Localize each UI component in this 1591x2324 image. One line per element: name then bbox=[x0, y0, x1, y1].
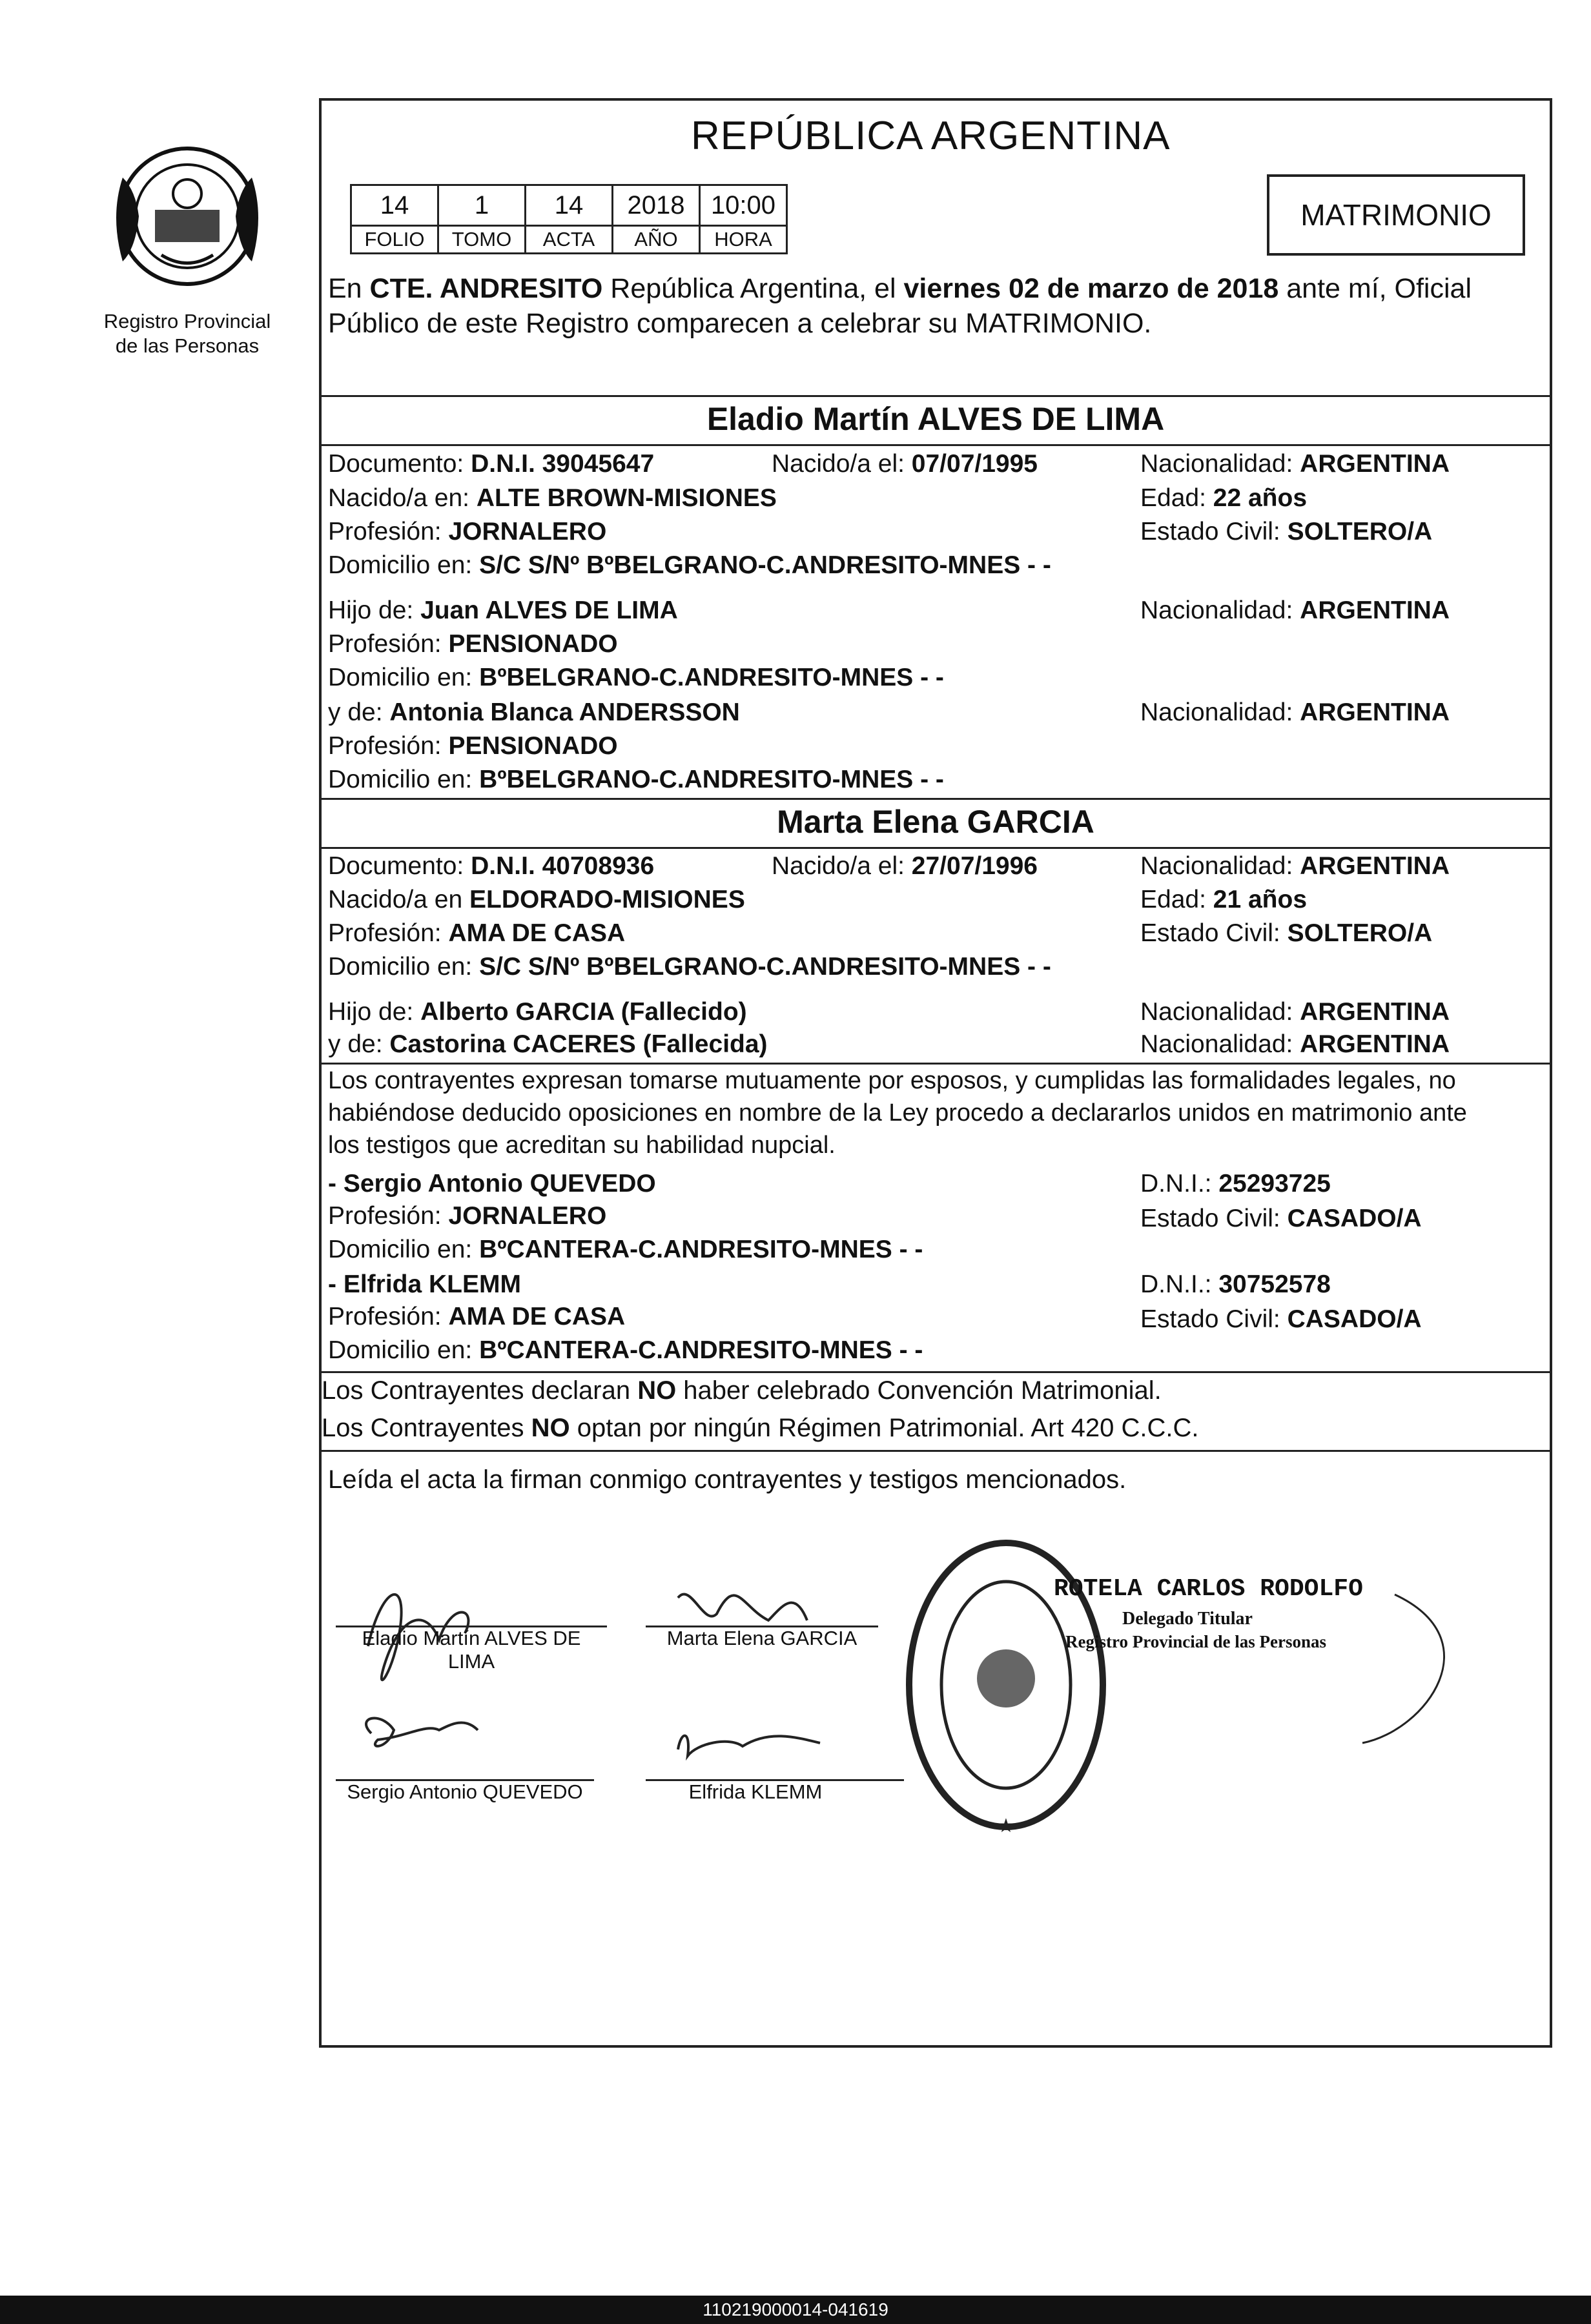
value: ARGENTINA bbox=[1300, 998, 1450, 1026]
value: 27/07/1996 bbox=[911, 852, 1038, 880]
label: Domicilio en: bbox=[328, 1336, 480, 1364]
acta-value: 14 bbox=[526, 185, 613, 226]
tomo-value: 1 bbox=[438, 185, 526, 226]
value: S/C S/Nº BºBELGRANO-C.ANDRESITO-MNES - - bbox=[479, 953, 1051, 981]
logo-caption-1: Registro Provincial bbox=[103, 310, 271, 332]
text: optan por ningún Régimen Patrimonial. Art 420 C.C.C. bbox=[570, 1414, 1199, 1442]
value: BºCANTERA-C.ANDRESITO-MNES - - bbox=[479, 1236, 923, 1263]
value: D.N.I. 39045647 bbox=[471, 450, 655, 478]
label: Estado Civil: bbox=[1140, 919, 1288, 947]
value: - Elfrida KLEMM bbox=[328, 1270, 521, 1298]
value: Antonia Blanca ANDERSSON bbox=[389, 698, 740, 726]
witness-2-address bbox=[328, 1335, 923, 1366]
value: 30752578 bbox=[1218, 1270, 1331, 1298]
divider bbox=[319, 847, 1552, 849]
groom-mother-address bbox=[328, 764, 944, 795]
closing-text: Leída el acta la firman conmigo contrayentes y testigos mencionados. bbox=[328, 1465, 1127, 1494]
witness-1-address bbox=[328, 1234, 923, 1265]
value: BºCANTERA-C.ANDRESITO-MNES - - bbox=[479, 1336, 923, 1364]
text: haber celebrado Convención Matrimonial. bbox=[676, 1376, 1162, 1405]
bride-mother bbox=[328, 1029, 768, 1060]
label: Documento: bbox=[328, 852, 471, 880]
groom-mother bbox=[328, 697, 740, 728]
groom-mother-nationality bbox=[1140, 697, 1450, 728]
groom-nationality bbox=[1140, 449, 1450, 480]
value: SOLTERO/A bbox=[1287, 919, 1433, 947]
label: Nacido/a en: bbox=[328, 484, 477, 512]
value: 21 años bbox=[1213, 886, 1308, 913]
witness-2-name bbox=[328, 1269, 521, 1300]
value: ARGENTINA bbox=[1300, 450, 1450, 478]
divider bbox=[319, 798, 1552, 800]
witness-2-dni bbox=[1140, 1269, 1331, 1300]
label: Documento: bbox=[328, 450, 471, 478]
bride-nationality bbox=[1140, 851, 1450, 882]
bride-address bbox=[328, 952, 1051, 983]
value: 07/07/1995 bbox=[911, 450, 1038, 478]
coat-of-arms-icon bbox=[103, 132, 271, 300]
bride-civil-status bbox=[1140, 918, 1432, 949]
value: 25293725 bbox=[1218, 1170, 1331, 1198]
signature-witness-2: Elfrida KLEMM bbox=[688, 1780, 823, 1803]
label: D.N.I.: bbox=[1140, 1170, 1219, 1198]
registry-table bbox=[350, 184, 788, 254]
value: BºBELGRANO-C.ANDRESITO-MNES - - bbox=[479, 766, 944, 793]
bride-born-date bbox=[772, 851, 1038, 882]
label: Nacionalidad: bbox=[1140, 1030, 1300, 1058]
bride-age bbox=[1140, 884, 1307, 915]
groom-civil-status bbox=[1140, 516, 1432, 547]
value: ELDORADO-MISIONES bbox=[469, 886, 745, 913]
acta-label: ACTA bbox=[526, 226, 613, 254]
label: Profesión: bbox=[328, 1303, 449, 1330]
label: Edad: bbox=[1140, 484, 1213, 512]
bride-father-nationality bbox=[1140, 997, 1450, 1028]
witness-1-profession bbox=[328, 1201, 606, 1232]
groom-profession bbox=[328, 516, 606, 547]
label: Nacido/a el: bbox=[772, 852, 912, 880]
label: Nacionalidad: bbox=[1140, 596, 1300, 624]
value: Juan ALVES DE LIMA bbox=[420, 596, 678, 624]
label: Profesión: bbox=[328, 518, 449, 545]
groom-name: Eladio Martín ALVES DE LIMA bbox=[706, 401, 1165, 437]
intro-text: En bbox=[328, 273, 370, 304]
convention-line-2 bbox=[322, 1412, 1199, 1443]
bride-document bbox=[328, 851, 654, 882]
groom-father bbox=[328, 595, 678, 626]
officer-title: Delegado Titular bbox=[1122, 1609, 1253, 1629]
doc-type-box bbox=[1267, 174, 1525, 256]
folio-label: FOLIO bbox=[351, 226, 438, 254]
text: Los Contrayentes declaran bbox=[322, 1376, 638, 1405]
page-title: REPÚBLICA ARGENTINA bbox=[691, 114, 1171, 158]
label: Profesión: bbox=[328, 1202, 449, 1230]
groom-birthplace bbox=[328, 483, 777, 514]
witness-2-civil-status bbox=[1140, 1304, 1422, 1335]
label: Estado Civil: bbox=[1140, 1305, 1288, 1333]
value: CASADO/A bbox=[1287, 1205, 1422, 1232]
label: Nacido/a el: bbox=[772, 450, 912, 478]
declaration-line-1: Los contrayentes expresan tomarse mutuamente por esposos, y cumplidas las formalidades legales, no bbox=[328, 1067, 1456, 1094]
label: Estado Civil: bbox=[1140, 518, 1288, 545]
value: Castorina CACERES (Fallecida) bbox=[389, 1030, 768, 1058]
divider bbox=[319, 395, 1552, 397]
witness-1-dni bbox=[1140, 1168, 1331, 1199]
value: AMA DE CASA bbox=[448, 1303, 626, 1330]
declaration-line-3: los testigos que acreditan su habilidad nupcial. bbox=[328, 1132, 836, 1159]
convention-line-1 bbox=[322, 1375, 1162, 1406]
groom-document bbox=[328, 449, 654, 480]
intro-text: República Argentina, el bbox=[602, 273, 904, 304]
groom-born-date bbox=[772, 449, 1038, 480]
signature-groom-line-2: LIMA bbox=[447, 1650, 495, 1673]
value: - Sergio Antonio QUEVEDO bbox=[328, 1170, 656, 1198]
witness-2-profession bbox=[328, 1301, 625, 1332]
value: ARGENTINA bbox=[1300, 852, 1450, 880]
logo-caption-2: de las Personas bbox=[115, 334, 260, 357]
value: 22 años bbox=[1213, 484, 1308, 512]
divider bbox=[319, 444, 1552, 446]
value: PENSIONADO bbox=[448, 630, 618, 658]
signature-groom-line-1: Eladio Martín ALVES DE bbox=[362, 1627, 581, 1649]
intro-line-2: Público de este Registro comparecen a celebrar su MATRIMONIO. bbox=[328, 308, 1152, 339]
witness-1-civil-status bbox=[1140, 1203, 1422, 1234]
label: Estado Civil: bbox=[1140, 1205, 1288, 1232]
value: D.N.I. 40708936 bbox=[471, 852, 655, 880]
bride-mother-nationality bbox=[1140, 1029, 1450, 1060]
divider bbox=[319, 1450, 1552, 1452]
label: Hijo de: bbox=[328, 596, 421, 624]
value: BºBELGRANO-C.ANDRESITO-MNES - - bbox=[479, 664, 944, 691]
value: SOLTERO/A bbox=[1287, 518, 1433, 545]
svg-text:★: ★ bbox=[997, 1815, 1015, 1837]
label: Edad: bbox=[1140, 886, 1213, 913]
value: ALTE BROWN-MISIONES bbox=[476, 484, 777, 512]
value: AMA DE CASA bbox=[448, 919, 626, 947]
signature-witness-1: Sergio Antonio QUEVEDO bbox=[347, 1780, 583, 1803]
label: Profesión: bbox=[328, 919, 449, 947]
value: ARGENTINA bbox=[1300, 698, 1450, 726]
value: Alberto GARCIA (Fallecido) bbox=[420, 998, 747, 1026]
label: y de: bbox=[328, 698, 390, 726]
value: JORNALERO bbox=[448, 1202, 607, 1230]
label: Domicilio en: bbox=[328, 551, 480, 579]
anio-value: 2018 bbox=[613, 185, 700, 226]
emphasis: NO bbox=[637, 1376, 677, 1405]
value: ARGENTINA bbox=[1300, 596, 1450, 624]
officer-office: Registro Provincial de las Personas bbox=[1065, 1632, 1326, 1651]
anio-label: AÑO bbox=[613, 226, 700, 254]
label: Domicilio en: bbox=[328, 664, 480, 691]
groom-age bbox=[1140, 483, 1307, 514]
label: Profesión: bbox=[328, 732, 449, 760]
signature-bride: Marta Elena GARCIA bbox=[666, 1627, 857, 1649]
declaration-line-2: habiéndose deducido oposiciones en nombre de la Ley procedo a declararlos unidos en matrimonio ante bbox=[328, 1099, 1467, 1126]
label: Domicilio en: bbox=[328, 953, 480, 981]
label: Profesión: bbox=[328, 630, 449, 658]
label: Domicilio en: bbox=[328, 1236, 480, 1263]
groom-address bbox=[328, 550, 1051, 581]
tomo-label: TOMO bbox=[438, 226, 526, 254]
groom-father-nationality bbox=[1140, 595, 1450, 626]
label: y de: bbox=[328, 1030, 390, 1058]
intro-line-1 bbox=[328, 271, 1472, 306]
text: Los Contrayentes bbox=[322, 1414, 531, 1442]
intro-text: ante mí, Oficial bbox=[1278, 273, 1472, 304]
hora-value: 10:00 bbox=[700, 185, 787, 226]
bride-name: Marta Elena GARCIA bbox=[777, 804, 1094, 840]
value: S/C S/Nº BºBELGRANO-C.ANDRESITO-MNES - - bbox=[479, 551, 1051, 579]
value: PENSIONADO bbox=[448, 732, 618, 760]
label: Nacionalidad: bbox=[1140, 998, 1300, 1026]
intro-place: CTE. ANDRESITO bbox=[369, 273, 603, 304]
label: Nacido/a en bbox=[328, 886, 469, 913]
document-code: 110219000014-041619 bbox=[0, 2296, 1591, 2324]
bride-birthplace bbox=[328, 884, 745, 915]
label: D.N.I.: bbox=[1140, 1270, 1219, 1298]
label: Nacionalidad: bbox=[1140, 852, 1300, 880]
value: ARGENTINA bbox=[1300, 1030, 1450, 1058]
doc-type-label: MATRIMONIO bbox=[1300, 198, 1492, 232]
emphasis: NO bbox=[531, 1414, 570, 1442]
label: Nacionalidad: bbox=[1140, 698, 1300, 726]
province-logo bbox=[103, 132, 271, 300]
groom-mother-profession bbox=[328, 731, 618, 762]
bride-father bbox=[328, 997, 747, 1028]
folio-value: 14 bbox=[351, 185, 438, 226]
value: CASADO/A bbox=[1287, 1305, 1422, 1333]
label: Hijo de: bbox=[328, 998, 421, 1026]
groom-father-profession bbox=[328, 629, 618, 660]
divider bbox=[319, 1371, 1552, 1373]
bride-profession bbox=[328, 918, 625, 949]
groom-father-address bbox=[328, 662, 944, 693]
witness-1-name bbox=[328, 1168, 656, 1199]
hora-label: HORA bbox=[700, 226, 787, 254]
intro-date: viernes 02 de marzo de 2018 bbox=[903, 273, 1279, 304]
value: JORNALERO bbox=[448, 518, 607, 545]
label: Domicilio en: bbox=[328, 766, 480, 793]
divider bbox=[319, 1063, 1552, 1065]
label: Nacionalidad: bbox=[1140, 450, 1300, 478]
officer-name: ROTELA CARLOS RODOLFO bbox=[1054, 1575, 1363, 1603]
